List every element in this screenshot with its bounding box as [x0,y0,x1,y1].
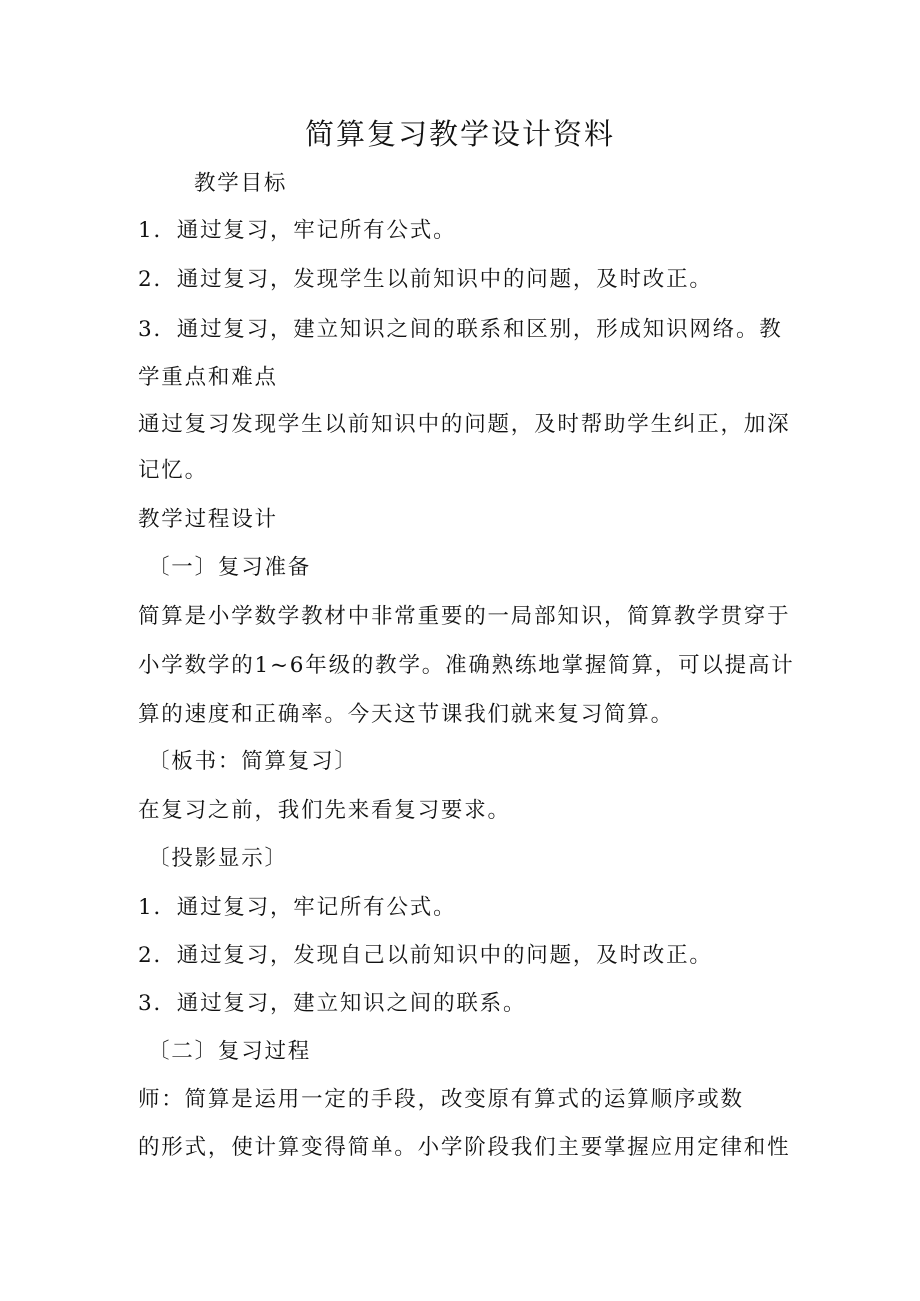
teacher-paragraph-line-1: 师：简算是运用一定的手段，改变原有算式的运算顺序或数 [138,1087,744,1112]
blackboard-note: 〔板书：简算复习〕 [148,749,358,774]
review-requirements-intro: 在复习之前，我们先来看复习要求。 [138,798,511,823]
requirement-item-2: 2．通过复习，发现自己以前知识中的问题，及时改正。 [138,943,713,968]
intro-paragraph-line-2: 小学数学的1~6年级的教学。准确熟练地掌握简算，可以提高计 [138,653,795,678]
section-heading-key-points: 学重点和难点 [138,365,278,390]
objective-item-3: 3．通过复习，建立知识之间的联系和区别，形成知识网络。教 [138,317,783,342]
intro-paragraph-line-1: 简算是小学数学教材中非常重要的一局部知识，简算教学贯穿于 [138,604,791,629]
objective-item-2: 2．通过复习，发现学生以前知识中的问题，及时改正。 [138,267,713,292]
key-points-paragraph: 通过复习发现学生以前知识中的问题，及时帮助学生纠正，加深 [138,412,791,437]
section-heading-objectives: 教学目标 [194,171,288,196]
subheading-review-process: 〔二〕复习过程 [148,1039,312,1064]
subheading-review-prep: 〔一〕复习准备 [148,555,312,580]
teacher-paragraph-line-2: 的形式，使计算变得简单。小学阶段我们主要掌握应用定律和性 [138,1135,791,1160]
intro-paragraph-line-3: 算的速度和正确率。今天这节课我们就来复习简算。 [138,702,674,727]
key-points-paragraph-cont: 记忆。 [138,458,208,483]
objective-item-1: 1．通过复习，牢记所有公式。 [138,218,457,243]
document-title: 简算复习教学设计资料 [304,117,615,151]
section-heading-process: 教学过程设计 [138,507,278,532]
requirement-item-3: 3．通过复习，建立知识之间的联系。 [138,991,527,1016]
projection-note: 〔投影显示〕 [148,846,288,871]
requirement-item-1: 1．通过复习，牢记所有公式。 [138,895,457,920]
